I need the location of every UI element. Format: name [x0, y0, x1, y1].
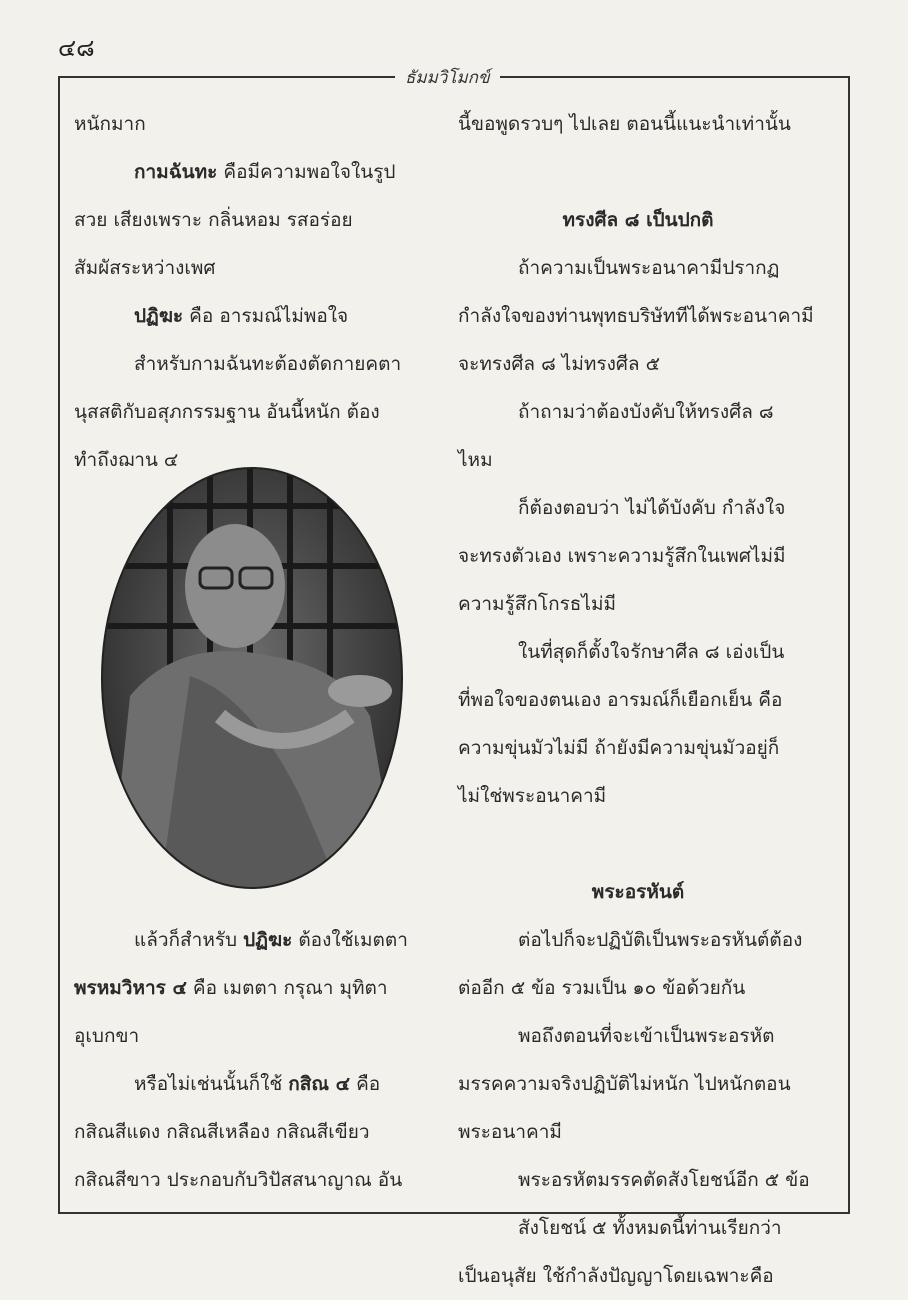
text-line: นุสสติกับอสุภกรรมฐาน อันนี้หนัก ต้อง — [74, 401, 380, 423]
text-line: ต่ออีก ๕ ข้อ รวมเป็น ๑๐ ข้อด้วยกัน — [458, 977, 746, 999]
right-column — [458, 100, 818, 1300]
text-span: คือมีความพอใจในรูป — [217, 161, 396, 183]
text-line — [74, 148, 436, 196]
text-span: หรือไม่เช่นนั้นก็ใช้ — [134, 1073, 289, 1095]
text-line: สำหรับกามฉันทะต้องตัดกายคตา — [134, 353, 402, 375]
text-line: ที่พอใจของตนเอง อารมณ์ก็เยือกเย็น คือ — [458, 689, 783, 711]
section-heading: ทรงศีล ๘ เป็นปกติ — [562, 209, 714, 231]
term-bold: กามฉันทะ — [134, 161, 218, 183]
text-line — [74, 916, 436, 964]
term-bold: ปฏิฆะ — [243, 929, 293, 951]
text-line: พอถึงตอนที่จะเข้าเป็นพระอรหัต — [518, 1025, 775, 1047]
text-line: ในที่สุดก็ตั้งใจรักษาศีล ๘ เอ่งเป็น — [518, 641, 785, 663]
text-line: กำลังใจของท่านพุทธบริษัททีได้พระอนาคามี — [458, 305, 814, 327]
text-line: มรรคความจริงปฏิบัติไม่หนัก ไปหนักตอน — [458, 1073, 791, 1095]
text-line: ความรู้สึกโกรธไม่มี — [458, 593, 616, 615]
text-span: คือ — [350, 1073, 381, 1095]
text-span: คือ เมตตา กรุณา มุทิตา — [186, 977, 388, 999]
text-line: ความขุ่นมัวไม่มี ถ้ายังมีความขุ่นมัวอยู่ก็ — [458, 737, 780, 759]
text-line: จะทรงศีล ๘ ไม่ทรงศีล ๕ — [458, 353, 660, 375]
text-line: สังโยชน์ ๕ ทั้งหมดนี้ท่านเรียกว่า — [518, 1217, 782, 1239]
text-line: ทำถึงฌาน ๔ — [74, 449, 179, 471]
text-line: ไม่ใช่พระอนาคามี — [458, 785, 607, 807]
text-span: คือ อารมณ์ไม่พอใจ — [183, 305, 349, 327]
running-header: ธัมมวิโมกข์ — [395, 64, 500, 91]
monk-portrait-photo — [100, 466, 404, 890]
text-line: พระอนาคามี — [458, 1121, 562, 1143]
text-line: ถ้าความเป็นพระอนาคามีปรากฏ — [518, 257, 780, 279]
text-line: ถ้าถามว่าต้องบังคับให้ทรงศีล ๘ — [518, 401, 774, 423]
text-line: พระอรหัตมรรคตัดสังโยชน์อีก ๕ ข้อ — [518, 1169, 810, 1191]
text-line: สวย เสียงเพราะ กลิ่นหอม รสอร่อย — [74, 209, 353, 231]
text-span: แล้วก็สำหรับ — [134, 929, 244, 951]
text-line: ต่อไปก็จะปฏิบัติเป็นพระอรหันต์ต้อง — [518, 929, 803, 951]
page-number: ๔๘ — [58, 34, 95, 62]
section-heading: พระอรหันต์ — [591, 881, 685, 903]
term-bold: พรหมวิหาร ๔ — [74, 977, 187, 999]
text-line: จะทรงตัวเอง เพราะความรู้สึกในเพศไม่มี — [458, 545, 786, 567]
text-line: ไหม — [458, 449, 493, 471]
left-column-lower — [74, 916, 436, 1204]
text-span: ต้องใช้เมตตา — [292, 929, 408, 951]
text-line — [74, 964, 436, 1012]
text-line: สัมผัสระหว่างเพศ — [74, 257, 216, 279]
text-line — [74, 292, 436, 340]
text-line: กสิณสีขาว ประกอบกับวิปัสสนาญาณ อัน — [74, 1169, 403, 1191]
text-line: อุเบกขา — [74, 1025, 140, 1047]
text-line: ก็ต้องตอบว่า ไม่ได้บังคับ กำลังใจ — [518, 497, 786, 519]
left-column — [74, 100, 436, 484]
term-bold: กสิณ ๔ — [288, 1073, 351, 1095]
text-line: นี้ขอพูดรวบๆ ไปเลย ตอนนี้แนะนำเท่านั้น — [458, 113, 791, 135]
text-line: หนักมาก — [74, 113, 146, 135]
text-line: เป็นอนุสัย ใช้กำลังปัญญาโดยเฉพาะคือ — [458, 1265, 774, 1287]
term-bold: ปฏิฆะ — [134, 305, 184, 327]
text-line: กสิณสีแดง กสิณสีเหลือง กสิณสีเขียว — [74, 1121, 370, 1143]
text-line — [74, 1060, 436, 1108]
